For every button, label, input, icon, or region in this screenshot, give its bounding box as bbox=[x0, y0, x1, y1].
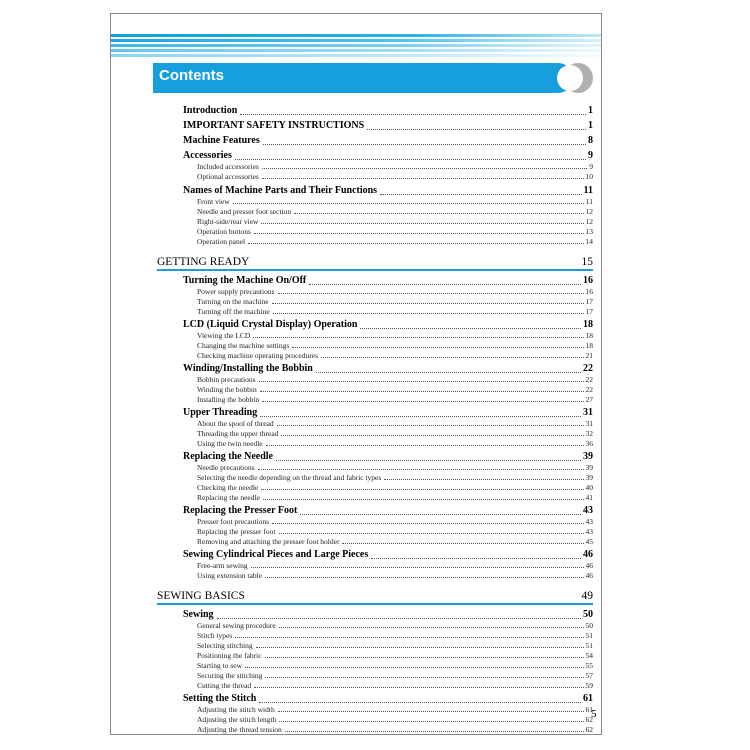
toc-entry-label: Turning the Machine On/Off bbox=[183, 275, 307, 286]
toc-subentry[interactable] bbox=[197, 681, 593, 690]
toc-subentry-page: 9 bbox=[589, 162, 593, 171]
toc-subentry-label: Adjusting the thread tension bbox=[197, 725, 282, 734]
toc-entry-page: 16 bbox=[583, 275, 593, 286]
dot-leader bbox=[235, 637, 583, 638]
toc-subentry[interactable] bbox=[197, 463, 593, 472]
dot-leader bbox=[260, 391, 584, 392]
toc-subentry[interactable] bbox=[197, 705, 593, 714]
toc-subentry-page: 40 bbox=[585, 483, 593, 492]
toc-subentry-label: Right-side/rear view bbox=[197, 217, 259, 226]
dot-leader bbox=[371, 558, 581, 559]
toc-entry[interactable] bbox=[183, 135, 593, 147]
toc-entry-page: 9 bbox=[588, 150, 593, 161]
toc-entry-label: Setting the Stitch bbox=[183, 693, 257, 704]
toc-subentry[interactable] bbox=[197, 561, 593, 570]
toc-subentry-page: 27 bbox=[585, 395, 593, 404]
toc-subentry-page: 46 bbox=[585, 571, 593, 580]
toc-subentry-page: 46 bbox=[585, 561, 593, 570]
toc-subentry-page: 12 bbox=[585, 207, 593, 216]
toc-subentry-label: Viewing the LCD bbox=[197, 331, 251, 340]
toc-subentry-page: 16 bbox=[585, 287, 593, 296]
toc-entry-label: Sewing Cylindrical Pieces and Large Pieces bbox=[183, 549, 369, 560]
dot-leader bbox=[263, 499, 584, 500]
toc-entry[interactable] bbox=[183, 319, 593, 331]
dot-leader bbox=[262, 168, 587, 169]
dot-leader bbox=[245, 667, 584, 668]
dot-leader bbox=[254, 233, 584, 234]
toc-subentry[interactable] bbox=[197, 483, 593, 492]
toc-entry-page: 18 bbox=[583, 319, 593, 330]
toc-subentry-label: Securing the stitching bbox=[197, 671, 263, 680]
toc-subentry[interactable] bbox=[197, 419, 593, 428]
toc-entry[interactable] bbox=[183, 609, 593, 621]
toc-subentry[interactable] bbox=[197, 217, 593, 226]
dot-leader bbox=[260, 416, 581, 417]
toc-entry[interactable] bbox=[183, 505, 593, 517]
toc-subentry-label: Winding the bobbin bbox=[197, 385, 257, 394]
toc-subentry-label: Adjusting the stitch length bbox=[197, 715, 277, 724]
toc-subentry-page: 10 bbox=[585, 172, 593, 181]
dot-leader bbox=[273, 313, 584, 314]
dot-leader bbox=[360, 328, 581, 329]
toc-subentry-label: Removing and attaching the presser foot holder bbox=[197, 537, 340, 546]
toc-subentry-label: Changing the machine settings bbox=[197, 341, 290, 350]
dot-leader bbox=[342, 543, 583, 544]
toc-subentry[interactable] bbox=[197, 227, 593, 236]
toc-subentry-label: Adjusting the stitch width bbox=[197, 705, 275, 714]
toc-subentry-label: Turning off the machine bbox=[197, 307, 270, 316]
toc-subentry-page: 57 bbox=[585, 671, 593, 680]
toc-subentry-label: Optional accessories bbox=[197, 172, 259, 181]
toc-subentry-label: Using the twin needle bbox=[197, 439, 263, 448]
toc-subentry-page: 14 bbox=[585, 237, 593, 246]
toc-subentry-label: Positioning the fabric bbox=[197, 651, 262, 660]
toc-subentry-page: 17 bbox=[585, 297, 593, 306]
toc-entry-page: 1 bbox=[588, 105, 593, 116]
dot-leader bbox=[233, 203, 584, 204]
toc-subentry-label: Checking machine operating procedures bbox=[197, 351, 318, 360]
dot-leader bbox=[285, 731, 584, 732]
toc-subentry[interactable] bbox=[197, 429, 593, 438]
page-number: 5 bbox=[591, 708, 597, 720]
toc-subentry-page: 51 bbox=[585, 641, 593, 650]
dot-leader bbox=[259, 702, 581, 703]
toc-subentry-page: 39 bbox=[585, 473, 593, 482]
dot-leader bbox=[316, 372, 581, 373]
toc-entry-label: IMPORTANT SAFETY INSTRUCTIONS bbox=[183, 120, 365, 131]
dot-leader bbox=[262, 178, 584, 179]
toc-subentry-label: Needle and presser foot section bbox=[197, 207, 292, 216]
toc-subentry[interactable] bbox=[197, 439, 593, 448]
toc-subentry[interactable] bbox=[197, 725, 593, 734]
toc-subentry-label: Selecting stitching bbox=[197, 641, 253, 650]
toc-subentry-label: Free-arm sewing bbox=[197, 561, 248, 570]
toc-subentry-label: Selecting the needle depending on the thread and fabric types bbox=[197, 473, 382, 482]
dot-leader bbox=[380, 194, 581, 195]
toc-subentry-page: 13 bbox=[585, 227, 593, 236]
toc-entry[interactable] bbox=[183, 407, 593, 419]
dot-leader bbox=[266, 445, 584, 446]
toc-entry-label: Accessories bbox=[183, 150, 232, 161]
dot-leader bbox=[265, 677, 583, 678]
toc-subentry[interactable] bbox=[197, 375, 593, 384]
toc-subentry[interactable] bbox=[197, 385, 593, 394]
dot-leader bbox=[251, 567, 584, 568]
dot-leader bbox=[263, 144, 586, 145]
toc-entry-page: 50 bbox=[583, 609, 593, 620]
header-stripes bbox=[111, 34, 601, 59]
dot-leader bbox=[235, 159, 586, 160]
toc-subentry-page: 50 bbox=[585, 621, 593, 630]
dot-leader bbox=[292, 347, 583, 348]
toc-subentry-label: Replacing the needle bbox=[197, 493, 260, 502]
section-title: SEWING BASICS bbox=[157, 590, 245, 602]
dot-leader bbox=[279, 627, 584, 628]
dot-leader bbox=[300, 514, 581, 515]
toc-subentry[interactable] bbox=[197, 297, 593, 306]
dot-leader bbox=[248, 243, 583, 244]
toc-subentry[interactable] bbox=[197, 671, 593, 680]
toc-subentry-page: 11 bbox=[585, 197, 593, 206]
toc-subentry-page: 32 bbox=[585, 429, 593, 438]
toc-subentry[interactable] bbox=[197, 631, 593, 640]
dot-leader bbox=[278, 711, 584, 712]
toc-subentry[interactable] bbox=[197, 207, 593, 216]
toc-subentry-label: About the spool of thread bbox=[197, 419, 274, 428]
toc-subentry-page: 22 bbox=[585, 375, 593, 384]
toc-entry[interactable] bbox=[183, 120, 593, 132]
toc-subentry-label: Cutting the thread bbox=[197, 681, 252, 690]
dot-leader bbox=[240, 114, 586, 115]
toc-subentry-page: 18 bbox=[585, 341, 593, 350]
dot-leader bbox=[272, 303, 584, 304]
toc-subentry-page: 54 bbox=[585, 651, 593, 660]
toc-subentry-page: 31 bbox=[585, 419, 593, 428]
dot-leader bbox=[294, 213, 583, 214]
toc-entry[interactable] bbox=[183, 451, 593, 463]
dot-leader bbox=[277, 425, 584, 426]
dot-leader bbox=[367, 129, 586, 130]
toc-subentry-label: Needle precautions bbox=[197, 463, 255, 472]
toc-subentry[interactable] bbox=[197, 715, 593, 724]
toc-subentry-label: Presser foot precautions bbox=[197, 517, 270, 526]
toc-subentry[interactable] bbox=[197, 651, 593, 660]
toc-entry-page: 39 bbox=[583, 451, 593, 462]
toc-subentry-page: 22 bbox=[585, 385, 593, 394]
toc-subentry[interactable] bbox=[197, 197, 593, 206]
toc-entry-page: 22 bbox=[583, 363, 593, 374]
toc-entry-label: LCD (Liquid Crystal Display) Operation bbox=[183, 319, 358, 330]
toc-subentry-label: Included accessories bbox=[197, 162, 259, 171]
contents-banner bbox=[153, 63, 573, 93]
toc-subentry[interactable] bbox=[197, 621, 593, 630]
dot-leader bbox=[276, 460, 581, 461]
toc-subentry-label: Operation buttons bbox=[197, 227, 251, 236]
toc-subentry[interactable] bbox=[197, 493, 593, 502]
toc-entry-page: 43 bbox=[583, 505, 593, 516]
toc-entry[interactable] bbox=[183, 185, 593, 197]
toc-subentry[interactable] bbox=[197, 517, 593, 526]
dot-leader bbox=[279, 721, 583, 722]
dot-leader bbox=[262, 401, 583, 402]
toc-subentry[interactable] bbox=[197, 287, 593, 296]
toc-subentry-page: 51 bbox=[585, 631, 593, 640]
toc-subentry-page: 18 bbox=[585, 331, 593, 340]
toc-subentry-page: 17 bbox=[585, 307, 593, 316]
toc-entry-label: Replacing the Needle bbox=[183, 451, 273, 462]
toc-entry-page: 46 bbox=[583, 549, 593, 560]
dot-leader bbox=[261, 223, 583, 224]
toc-entry-label: Introduction bbox=[183, 105, 238, 116]
toc-subentry[interactable] bbox=[197, 571, 593, 580]
dot-leader bbox=[309, 284, 581, 285]
toc-subentry-label: Operation panel bbox=[197, 237, 246, 246]
dot-leader bbox=[321, 357, 584, 358]
dot-leader bbox=[261, 489, 583, 490]
dot-leader bbox=[384, 479, 583, 480]
dot-leader bbox=[217, 618, 581, 619]
toc-subentry[interactable] bbox=[197, 661, 593, 670]
dot-leader bbox=[258, 469, 584, 470]
dot-leader bbox=[281, 435, 583, 436]
toc-subentry[interactable] bbox=[197, 641, 593, 650]
toc-entry[interactable] bbox=[183, 150, 593, 162]
dot-leader bbox=[259, 381, 584, 382]
toc-subentry[interactable] bbox=[197, 162, 593, 171]
toc-subentry[interactable] bbox=[197, 307, 593, 316]
toc-subentry-page: 39 bbox=[585, 463, 593, 472]
section-page: 15 bbox=[581, 256, 593, 268]
toc-entry-label: Upper Threading bbox=[183, 407, 258, 418]
toc-subentry-page: 62 bbox=[585, 715, 593, 724]
toc-subentry-page: 12 bbox=[585, 217, 593, 226]
dot-leader bbox=[254, 687, 583, 688]
section-page: 49 bbox=[581, 590, 593, 602]
toc-entry-page: 31 bbox=[583, 407, 593, 418]
toc-subentry-page: 43 bbox=[585, 527, 593, 536]
toc-subentry[interactable] bbox=[197, 537, 593, 546]
toc-subentry-page: 59 bbox=[585, 681, 593, 690]
toc-entry-label: Replacing the Presser Foot bbox=[183, 505, 298, 516]
toc-subentry-label: Replacing the presser foot bbox=[197, 527, 276, 536]
toc-subentry-label: Using extension table bbox=[197, 571, 262, 580]
toc-subentry-page: 62 bbox=[585, 725, 593, 734]
dot-leader bbox=[256, 647, 584, 648]
toc-subentry-label: General sewing procedure bbox=[197, 621, 276, 630]
toc-subentry[interactable] bbox=[197, 172, 593, 181]
section-title: GETTING READY bbox=[157, 256, 250, 268]
toc-subentry-label: Bobbin precautions bbox=[197, 375, 256, 384]
page-title: Contents bbox=[159, 67, 224, 84]
toc-entry[interactable] bbox=[183, 693, 593, 705]
manual-page bbox=[110, 13, 602, 735]
toc-subentry-page: 21 bbox=[585, 351, 593, 360]
section-heading[interactable] bbox=[157, 255, 593, 271]
toc-entry-label: Names of Machine Parts and Their Functions bbox=[183, 185, 378, 196]
toc-subentry-page: 61 bbox=[585, 705, 593, 714]
toc-subentry-label: Starting to sew bbox=[197, 661, 242, 670]
toc-subentry-page: 36 bbox=[585, 439, 593, 448]
toc-entry[interactable] bbox=[183, 275, 593, 287]
toc-subentry-page: 41 bbox=[585, 493, 593, 502]
toc-entry-label: Sewing bbox=[183, 609, 214, 620]
dot-leader bbox=[272, 523, 583, 524]
toc-entry-page: 8 bbox=[588, 135, 593, 146]
toc-entry[interactable] bbox=[183, 105, 593, 117]
toc-entry-page: 11 bbox=[583, 185, 593, 196]
toc-subentry[interactable] bbox=[197, 331, 593, 340]
toc-entry[interactable] bbox=[183, 363, 593, 375]
toc-subentry[interactable] bbox=[197, 351, 593, 360]
toc-entry-page: 1 bbox=[588, 120, 593, 131]
toc-entry-label: Winding/Installing the Bobbin bbox=[183, 363, 313, 374]
toc-subentry[interactable] bbox=[197, 395, 593, 404]
toc-subentry-label: Checking the needle bbox=[197, 483, 259, 492]
toc-subentry-label: Stitch types bbox=[197, 631, 233, 640]
toc-subentry[interactable] bbox=[197, 473, 593, 482]
toc-subentry-label: Front view bbox=[197, 197, 230, 206]
dot-leader bbox=[253, 337, 583, 338]
toc-subentry[interactable] bbox=[197, 341, 593, 350]
toc-subentry-page: 45 bbox=[585, 537, 593, 546]
toc-entry[interactable] bbox=[183, 549, 593, 561]
toc-entry-page: 61 bbox=[583, 693, 593, 704]
dot-leader bbox=[278, 293, 584, 294]
toc-subentry-page: 43 bbox=[585, 517, 593, 526]
dot-leader bbox=[279, 533, 584, 534]
dot-leader bbox=[265, 577, 584, 578]
toc-subentry[interactable] bbox=[197, 527, 593, 536]
toc-entry-label: Machine Features bbox=[183, 135, 260, 146]
toc-subentry-label: Installing the bobbin bbox=[197, 395, 260, 404]
dot-leader bbox=[265, 657, 584, 658]
banner-arc-decoration bbox=[563, 63, 593, 93]
toc-subentry-page: 55 bbox=[585, 661, 593, 670]
section-heading[interactable] bbox=[157, 589, 593, 605]
toc-subentry-label: Power supply precautions bbox=[197, 287, 275, 296]
toc-subentry-label: Threading the upper thread bbox=[197, 429, 279, 438]
toc-subentry-label: Turning on the machine bbox=[197, 297, 269, 306]
toc-subentry[interactable] bbox=[197, 237, 593, 246]
